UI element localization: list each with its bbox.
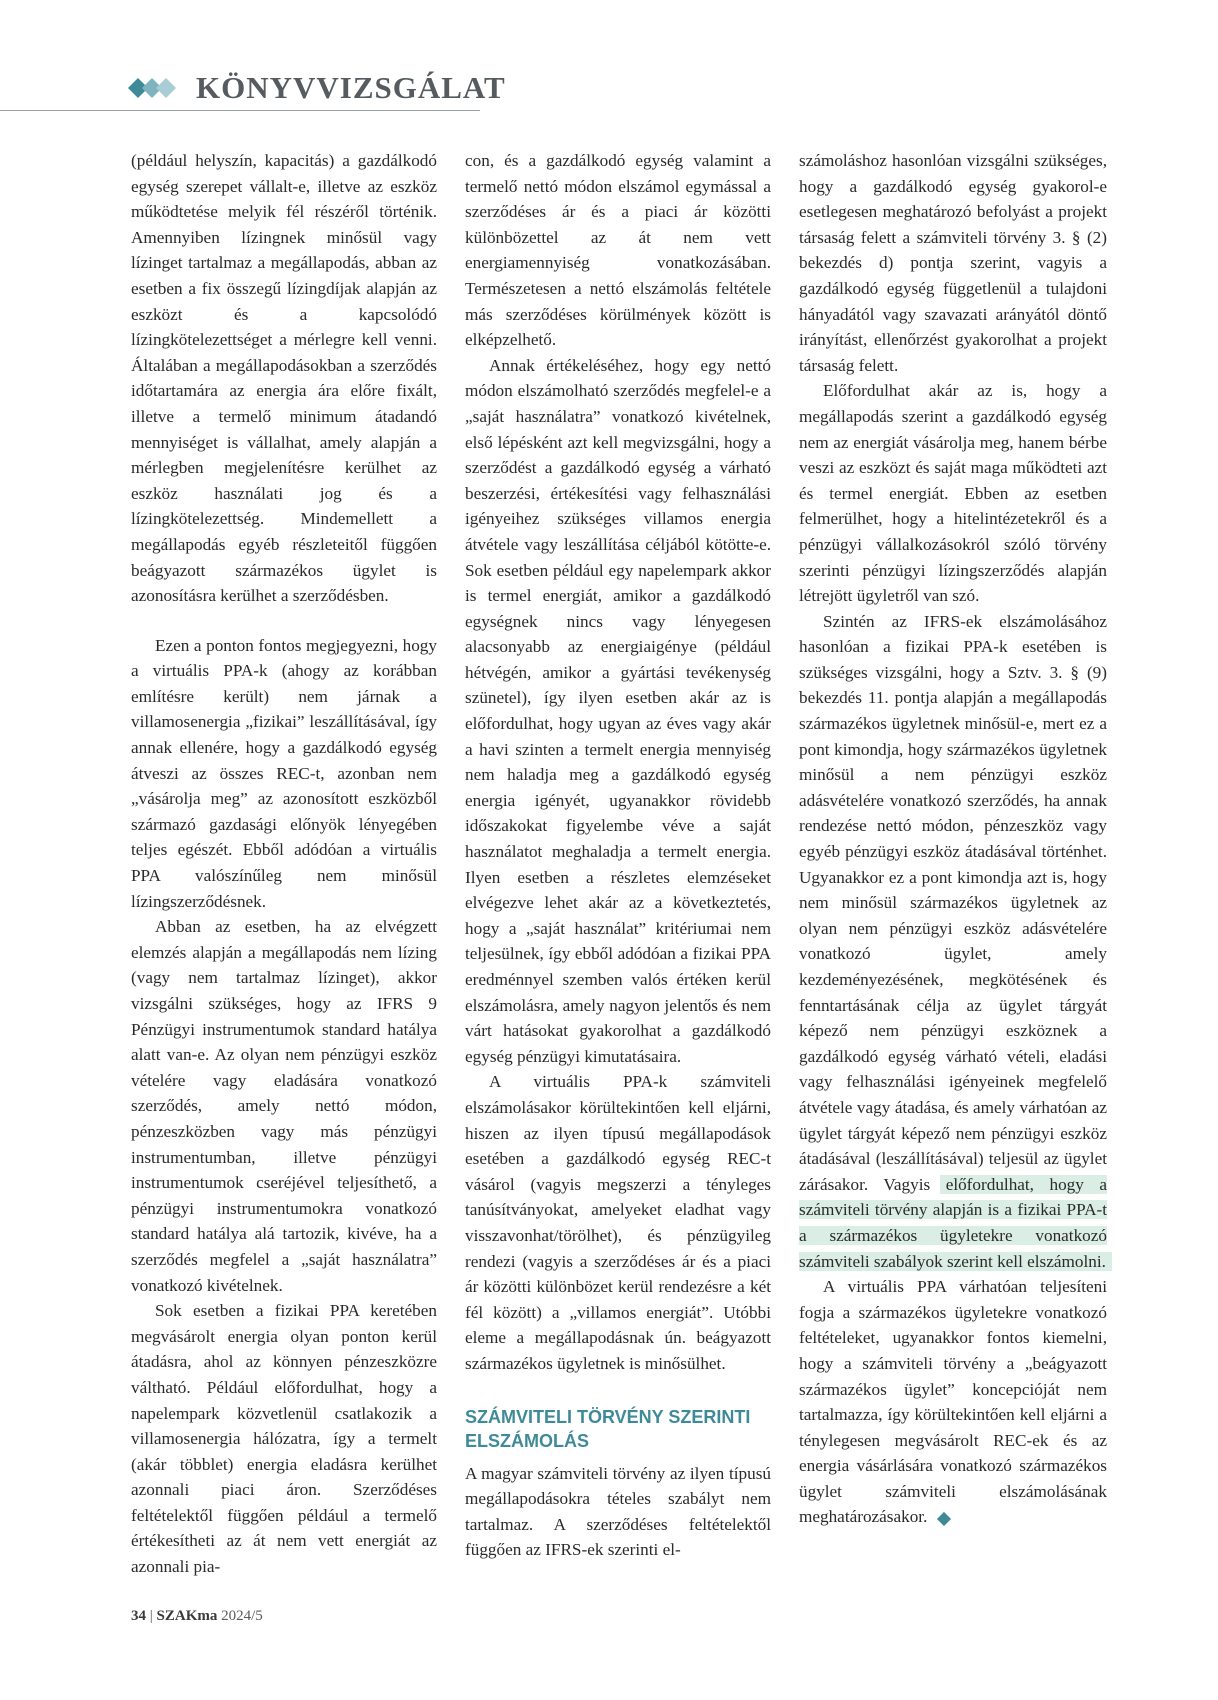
issue-number: 2024/5 — [221, 1608, 263, 1624]
paragraph: Ezen a ponton fontos megjegyezni, hogy a virtuális PPA-k (ahogy az korábban említésre került) nem járnak a villamosenergia „fizikai” leszállításával, így annak ellenére, hogy a gazdálkodó egység átveszi az összes REC-t, azonban nem „vásárolja meg” az azonosított eszközből származó gazdasági előnyök lényegében teljes egészét. Ebből adódóan a virtuális PPA valószínűleg nem minősül lízingszerződésnek. — [131, 635, 437, 911]
page-footer — [131, 1608, 263, 1625]
paragraph — [799, 609, 1107, 1274]
footer-separator: | — [149, 1608, 153, 1624]
text-column-3 — [799, 148, 1107, 1530]
diamond-chain-icon — [128, 76, 184, 100]
paragraph — [799, 1274, 1107, 1530]
text-column-1 — [131, 148, 437, 1580]
page-number: 34 — [131, 1608, 146, 1624]
subheading: SZÁMVITELI TÖRVÉNY SZERINTI ELSZÁMOLÁS — [465, 1406, 751, 1451]
paragraph: A virtuális PPA-k számviteli elszámolásakor körültekintően kell eljárni, hiszen az ilyen típusú megállapodások esetében a gazdálkodó egység REC-t vásárol (vagyis megszerzi a tényleges tanúsítványokat, amelyeket eladhat vagy visszavonhat/törölhet), és pénzügyileg rendezi (vagyis a szerződéses ár és a piaci ár közötti különbözet kerül rendezésre a két fél között) a „villamos energiát”. Utóbbi eleme a megállapodásnak ún. beágyazott származékos ügyletnek is minősülhet. — [465, 1072, 771, 1373]
page-header — [0, 64, 506, 111]
publication-name: SZAKma — [156, 1608, 218, 1624]
paragraph-text: Szintén az IFRS-ek elszámolásához hasonlóan a fizikai PPA-k esetében is szükséges vizsgálni, hogy a Sztv. 3. § (9) bekezdés 11. pontja alapján a megállapodás származékos ügyletnek minősül-e, mert ez a pont kimondja, hogy származékos ügyletnek minősül a nem pénzügyi eszköz adásvételére vonatkozó szerződés, ha annak rendezése nettó módon, pénzeszköz vagy egyéb pénzügyi eszköz átadásával történhet. Ugyanakkor ez a pont kimondja azt is, hogy nem minősül származékos ügyletnek az olyan nem pénzügyi eszköz adásvételére vonatkozó ügylet, amely kezdeményezésének, megkötésének és fenntartásának célja az ügylet tárgyát képező nem pénzügyi eszköznek a gazdálkodó egység várható vételi, eladási vagy felhasználási igényeinek megfelelő átvétele vagy átadása, és amely várhatóan az ügylet tárgyát képező nem pénzügyi eszköz átadásával (leszállításával) teljesül az ügylet zárásakor. Vagyis — [799, 611, 1107, 1194]
paragraph: con, és a gazdálkodó egység valamint a termelő nettó módon elszámol egymással a szerződéses ár és a piaci ár közötti különbözettel az át nem vett energiamennyiség vonatkozásában. Természetesen a nettó elszámolás feltétele más szerződéses körülmények között is elképzelhető. — [465, 151, 771, 350]
diamond-end-mark-icon — [937, 1511, 951, 1525]
paragraph-text: A virtuális PPA várhatóan teljesíteni fogja a származékos ügyletekre vonatkozó feltételeket, ugyanakkor fontos kiemelni, hogy a számviteli törvény a „beágyazott származékos ügylet” koncepcióját nem tartalmazza, így körültekintően kell eljárni a ténylegesen megvásárolt REC-ek és az energia vásárlására vonatkozó származékos ügylet számviteli elszámolásának meghatározásakor. — [799, 1277, 1107, 1527]
section-title: KÖNYVVIZSGÁLAT — [196, 70, 506, 105]
text-column-2 — [465, 148, 771, 1563]
paragraph: Abban az esetben, ha az elvégzett elemzés alapján a megállapodás nem lízing (vagy nem tartalmaz lízinget), akkor vizsgálni szükséges, hogy az IFRS 9 Pénzügyi instrumentumok standard hatálya alatt van-e. Az olyan nem pénzügyi eszköz vételére vagy eladására vonatkozó szerződés, amely nettó módon, pénzeszközben vagy más pénzügyi instrumentumban, illetve pénzügyi instrumentumok cseréjével teljesíthető, a pénzügyi instrumentumokra vonatkozó standard hatálya alá tartozik, kivéve, ha a szerződés megfelel a „saját használatra” vonatkozó kivételnek. — [131, 917, 437, 1295]
paragraph: Annak értékeléséhez, hogy egy nettó módon elszámolható szerződés megfelel-e a „saját használatra” vonatkozó kivételnek, első lépésként azt kell megvizsgálni, hogy a szerződést a gazdálkodó egység a várható beszerzési, értékesítési vagy felhasználási igényeihez szükséges villamos energia átvétele vagy leszállítása céljából kötötte-e. Sok esetben például egy napelempark akkor is termel energiát, amikor a gazdálkodó egységnek nincs vagy lényegesen alacsonyabb az energiaigénye (például hétvégén, amikor a gyártási tevékenység szünetel), így ilyen esetben akár az is előfordulhat, hogy ugyan az éves vagy akár a havi szinten a termelt energia mennyiség nem haladja meg a gazdálkodó egység energia igényét, ugyanakkor rövidebb időszakokat figyelembe véve a saját használatot meghaladja a termelt energia. Ilyen esetben a részletes elemzéseket elvégezve lehet akár az a következtetés, hogy a „saját használat” kritériumai nem teljesülnek, így ebből adódóan a fizikai PPA eredménnyel szemben valós értéken kerül elszámolásra, amely nagyon jelentős és nem várt hatásokat gyakorolhat a gazdálkodó egység pénzügyi kimutatásaira. — [465, 355, 771, 1066]
paragraph: Előfordulhat akár az is, hogy a megállapodás szerint a gazdálkodó egység nem az energiát vásárolja meg, hanem bérbe veszi az eszközt és saját maga működteti azt és termel energiát. Ebben az esetben felmerülhet, hogy a hitelintézetekről és a pénzügyi vállalkozásokról szóló törvény szerinti pénzügyi lízingszerződés alapján létrejött ügyletről van szó. — [799, 381, 1107, 606]
paragraph: Sok esetben a fizikai PPA keretében megvásárolt energia olyan ponton kerül átadásra, ahol az könnyen pénzeszközre váltható. Például előfordulhat, hogy a napelempark közvetlenül csatlakozik a villamosenergia hálózatra, így a termelt (akár többlet) energia eladásra kerülhet azonnali piaci áron. Szerződéses feltételektől függően például a termelő értékesítheti az át nem vett energiát az azonnali pia- — [131, 1301, 437, 1577]
paragraph: számoláshoz hasonlóan vizsgálni szükséges, hogy a gazdálkodó egység gyakorol-e esetlegesen meghatározó befolyást a projekt társaság felett a számviteli törvény 3. § (2) bekezdés d) pontja szerint, vagyis a gazdálkodó egység függetlenül a tulajdoni hányadától vagy szavazati arányától döntő irányítást, ellenőrzést gyakorolhat a projekt társaság felett. — [799, 151, 1107, 375]
paragraph: (például helyszín, kapacitás) a gazdálkodó egység szerepet vállalt-e, illetve az eszköz működtetése melyik fél részéről történik. Amennyiben lízingnek minősül vagy lízinget tartalmaz a megállapodás, abban az esetben a fix összegű lízingdíjak alapján az eszközt és a kapcsolódó lízingkötelezettséget a mérlegre kell venni. Általában a megállapodásokban a szerződés időtartamára az energia ára előre fixált, illetve a termelő minimum átadandó mennyiséget is vállalhat, amely alapján a mérlegben megjelenítésre kerülhet az eszköz használati jog és a lízingkötelezettség. Mindemellett a megállapodás egyéb részleteitől függően beágyazott származékos ügylet is azonosításra kerülhet a szerződésben. — [131, 151, 437, 606]
paragraph: A magyar számviteli törvény az ilyen típusú megállapodásokra tételes szabályt nem tartalmaz. A szerződéses feltételektől függően az IFRS-ek szerinti el- — [465, 1463, 771, 1560]
highlighted-text: előfordulhat, hogy a számviteli törvény alapján is a fizikai PPA-t a származékos ügyletekre vonatkozó számviteli szabályok szerint kell elszámolni. — [799, 1174, 1107, 1271]
